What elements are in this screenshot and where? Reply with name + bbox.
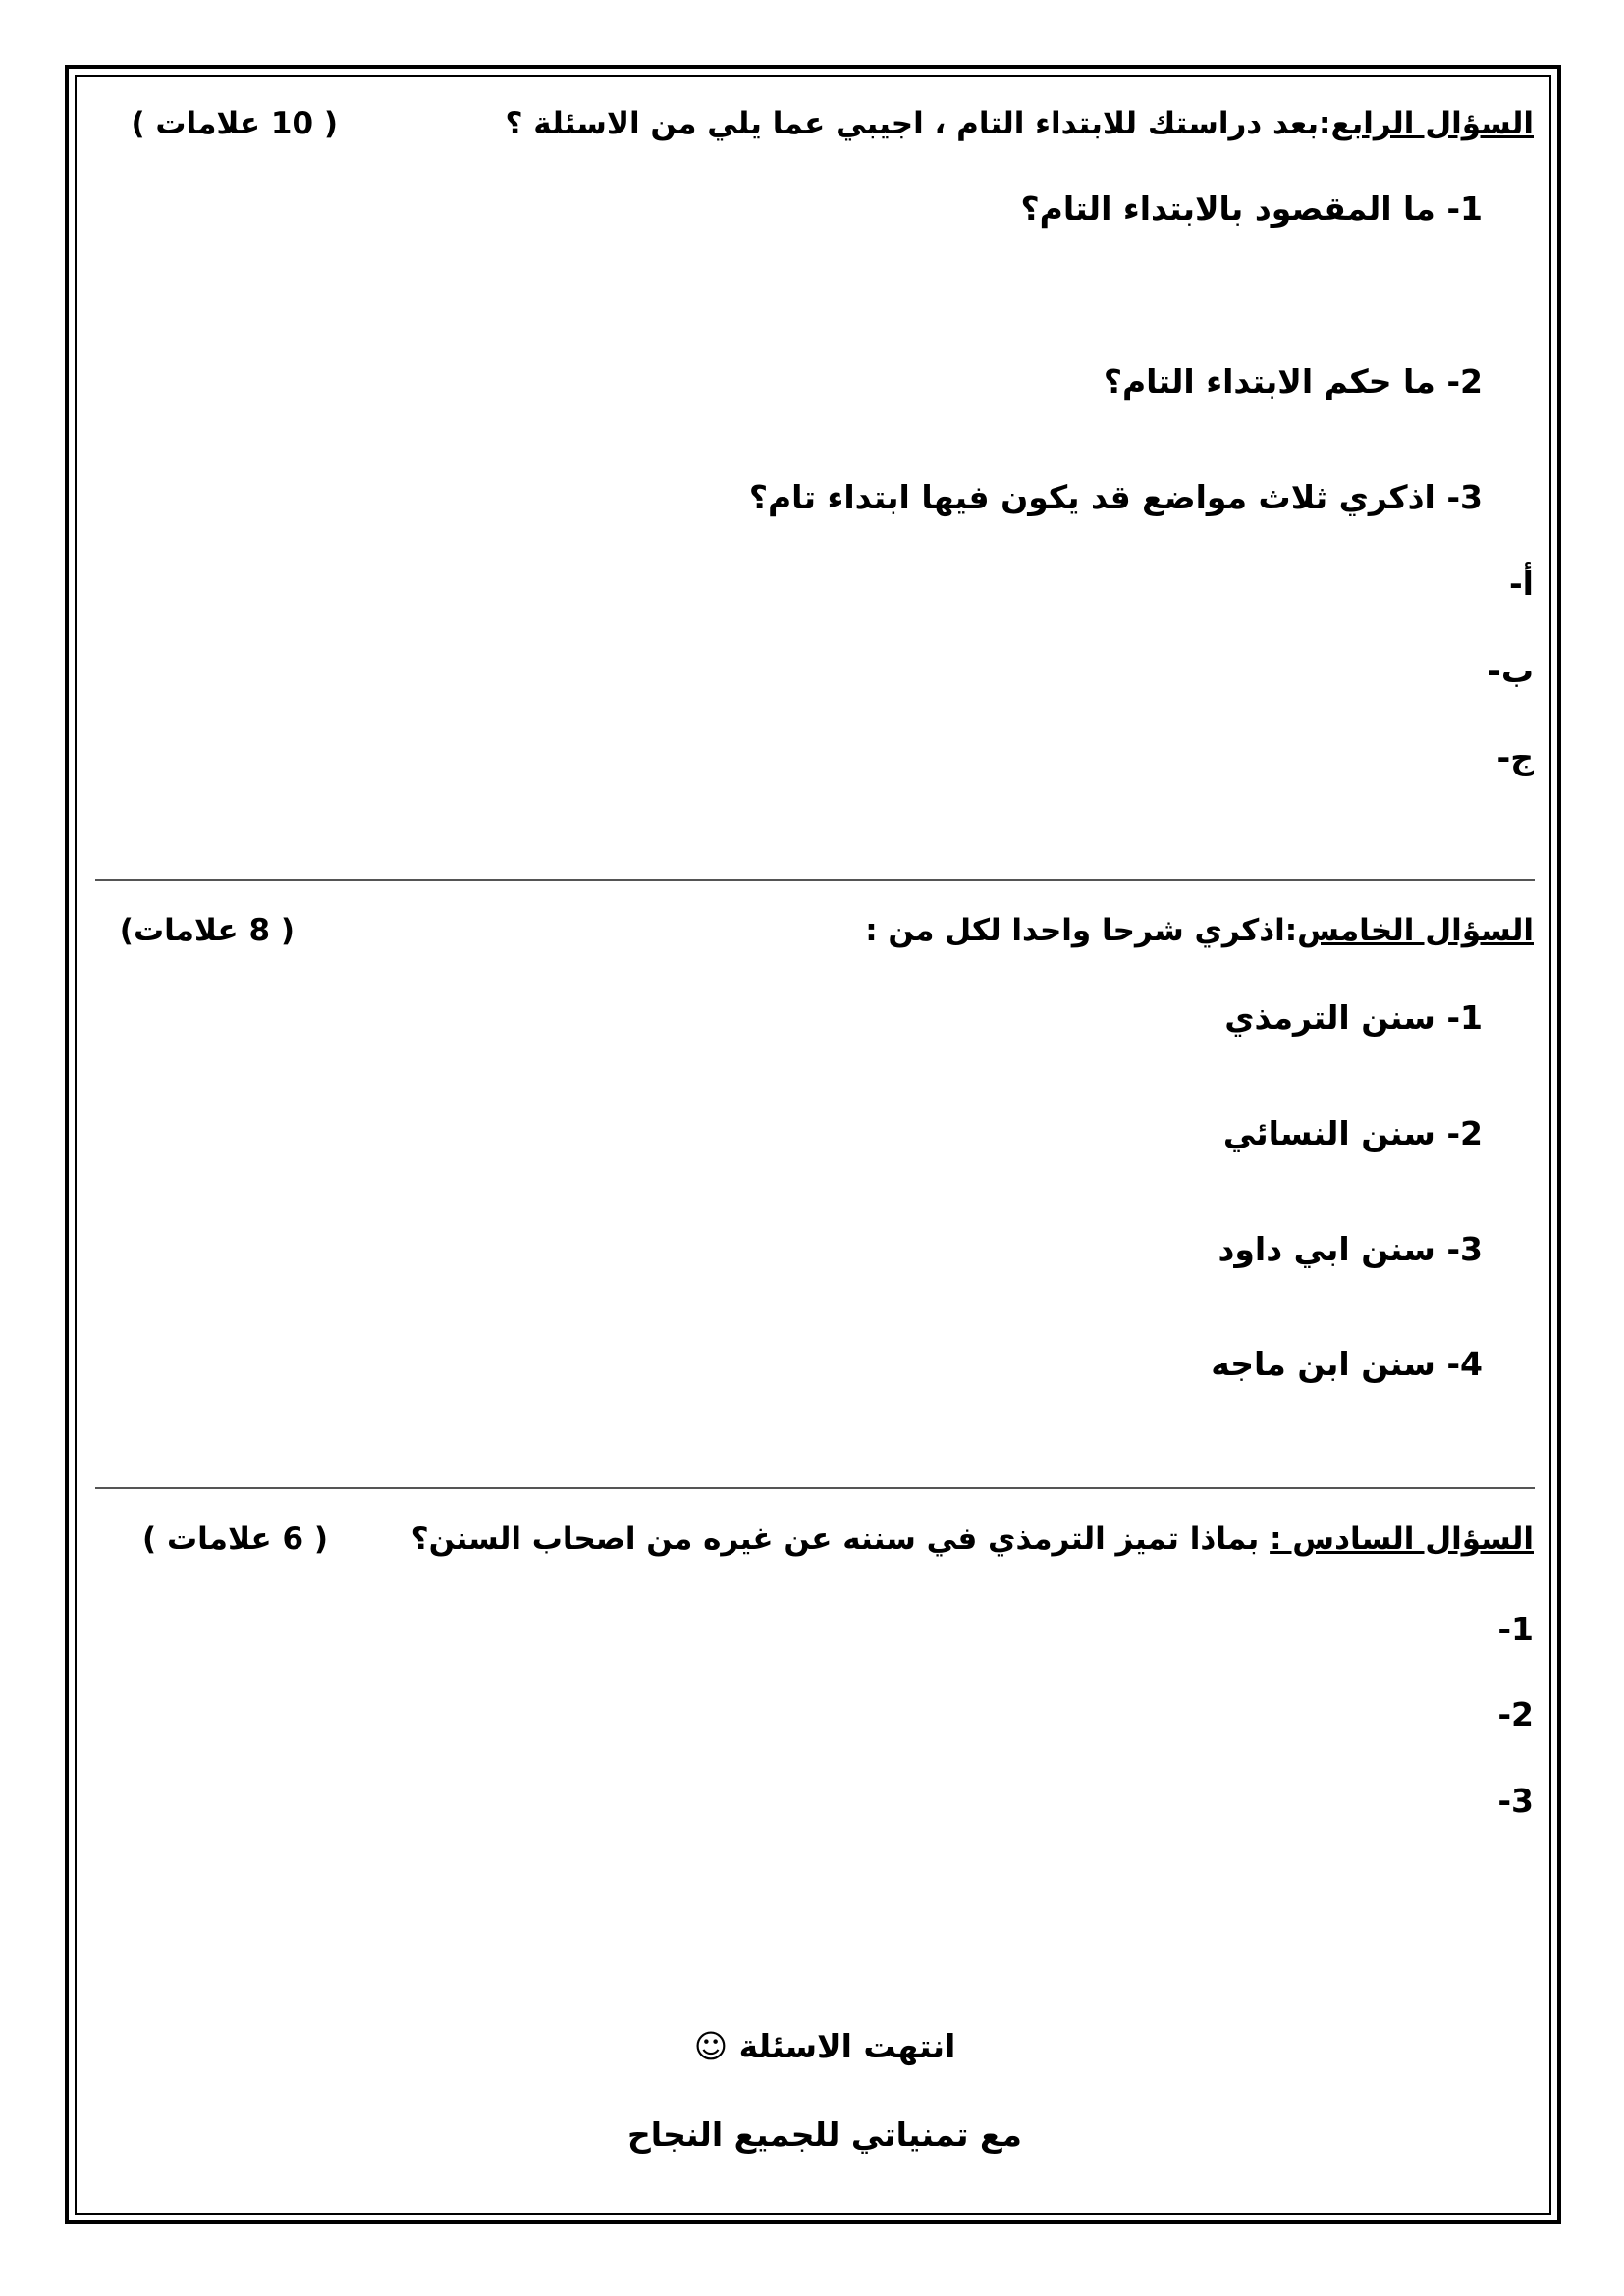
q4-label: السؤال الرابع — [1330, 106, 1534, 141]
q5-item-2: 2- سنن النسائي — [1222, 1114, 1483, 1152]
q6-item-3: -3 — [1497, 1782, 1534, 1820]
q5-item-3: 3- سنن ابي داود — [1218, 1230, 1483, 1268]
divider-2 — [95, 1487, 1535, 1489]
q4-marks: ( 10 علامات ) — [131, 106, 338, 141]
q4-heading — [506, 106, 1535, 141]
q4-subitem-c: ج- — [1496, 738, 1534, 776]
divider-1 — [95, 879, 1535, 881]
q5-text: :اذكري شرحا واحدا لكل من : — [865, 913, 1298, 948]
end-of-questions-text: انتهت الاسئلة ☺ — [693, 2027, 956, 2065]
q4-item-3: 3- اذكري ثلاث مواضع قد يكون فيها ابتداء تام؟ — [748, 478, 1483, 516]
q6-item-2: -2 — [1497, 1695, 1534, 1734]
q6-text: بماذا تميز الترمذي في سننه عن غيره من اصحاب السنن؟ — [410, 1522, 1260, 1557]
q5-label: السؤال الخامس — [1297, 913, 1534, 948]
q5-item-4: 4- سنن ابن ماجه — [1211, 1345, 1483, 1383]
good-luck-text: مع تمنياتي للجميع النجاح — [627, 2115, 1022, 2154]
q5-item-1: 1- سنن الترمذي — [1224, 998, 1483, 1037]
q4-subitem-a: أ- — [1508, 564, 1534, 603]
q6-item-1: -1 — [1497, 1610, 1534, 1648]
q5-heading — [865, 913, 1534, 948]
q4-text: :بعد دراستك للابتداء التام ، اجيبي عما يلي من الاسئلة ؟ — [505, 106, 1331, 141]
q4-item-2: 2- ما حكم الابتداء التام؟ — [1103, 362, 1483, 400]
q4-item-1: 1- ما المقصود بالابتداء التام؟ — [1020, 189, 1483, 228]
q5-marks: ( 8 علامات) — [119, 913, 295, 948]
q6-label: السؤال السادس : — [1270, 1522, 1534, 1557]
q6-marks: ( 6 علامات ) — [142, 1522, 328, 1557]
q6-heading — [411, 1522, 1534, 1557]
q4-subitem-b: ب- — [1488, 652, 1534, 690]
